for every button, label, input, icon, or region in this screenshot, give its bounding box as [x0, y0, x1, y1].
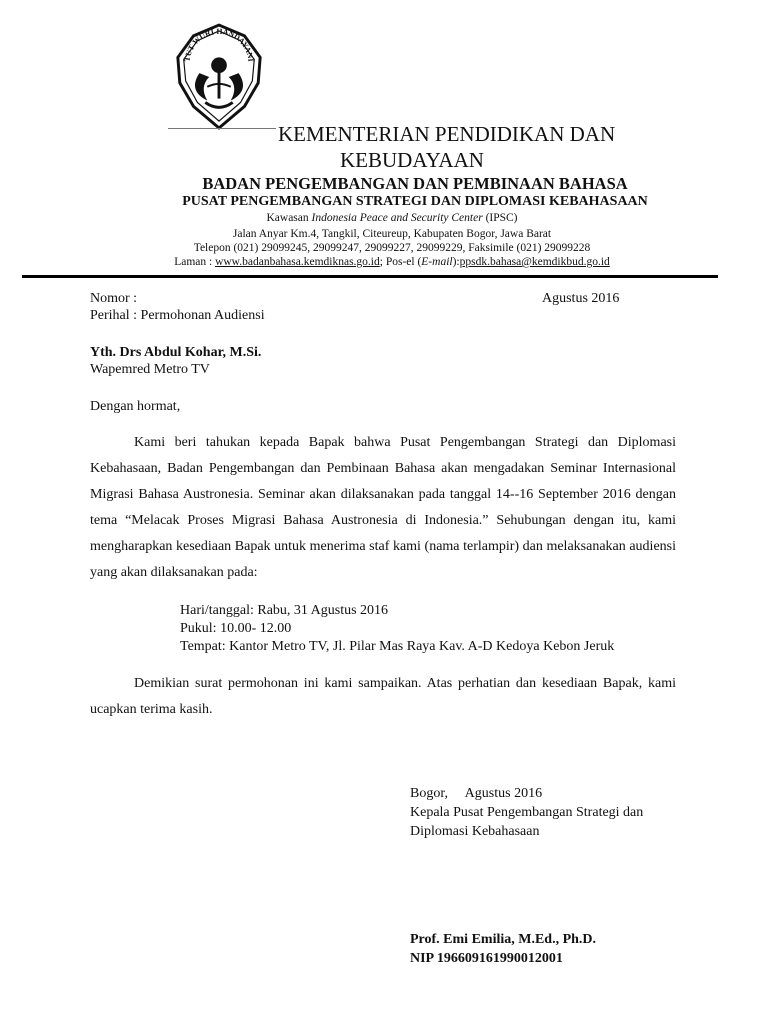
svg-text:TUT WURI HANDAYANI — [183, 27, 256, 62]
recipient-title: Wapemred Metro TV — [90, 362, 210, 377]
recipient-name: Yth. Drs Abdul Kohar, M.Si. — [90, 345, 262, 360]
signatory-name: Prof. Emi Emilia, M.Ed., Ph.D. — [410, 932, 597, 947]
street-line: Jalan Anyar Km.4, Tangkil, Citeureup, Kabupaten Bogor, Jawa Barat — [232, 228, 552, 240]
detail-time: Pukul: 10.00- 12.00 — [180, 621, 292, 636]
body-paragraph-2: Demikian surat permohonan ini kami sampaikan. Atas perhatian dan kesediaan Bapak, kami ucapkan terima kasih. — [90, 676, 676, 717]
phone-line: Telepon (021) 29099245, 29099247, 29099227, 29099229, Faksimile (021) 29099228 — [193, 242, 591, 254]
letter-date: Agustus 2016 — [542, 291, 620, 306]
body-paragraph-1: Kami beri tahukan kepada Bapak bahwa Pusat Pengembangan Strategi dan Diplomasi Kebahasaan, Badan Pengembangan dan Pembinaan Bahasa akan mengadakan Seminar Internasional Migrasi Bahasa Austronesia. Seminar akan dilaksanakan pada tanggal 14--16 September 2016 dengan tema “Melacak Proses Migrasi Bahasa Austronesia di Indonesia.” Sehubungan dengan itu, kami mengharapkan kesediaan Bapak untuk menerima staf kami (nama terlampir) dan melaksanakan audiensi yang akan dilaksanakan pada: — [90, 435, 676, 580]
detail-date: Hari/tanggal: Rabu, 31 Agustus 2016 — [180, 603, 389, 618]
greeting: Dengan hormat, — [90, 399, 181, 414]
center-name: PUSAT PENGEMBANGAN STRATEGI DAN DIPLOMASI KEBAHASAAN — [182, 194, 648, 209]
contact-line: Laman : www.badanbahasa.kemdiknas.go.id; Pos-el (E-mail):ppsdk.bahasa@kemdikbud.go.id — [174, 256, 610, 268]
address-line: Kawasan Indonesia Peace and Security Center (IPSC) — [266, 212, 518, 224]
signature-position: Kepala Pusat Pengembangan Strategi dan — [410, 805, 644, 820]
letterhead-divider — [22, 275, 718, 278]
subject-line: Perihal : Permohonan Audiensi — [90, 308, 265, 323]
ministry-name: KEMENTERIAN PENDIDIKAN DAN — [278, 122, 616, 146]
nomor-field: Nomor : — [90, 291, 138, 306]
signature-place-date: Bogor, Agustus 2016 — [410, 786, 543, 801]
email-link[interactable]: ppsdk.bahasa@kemdikbud.go.id — [459, 256, 610, 268]
signatory-nip: NIP 196609161990012001 — [410, 951, 563, 966]
website-link[interactable]: www.badanbahasa.kemdiknas.go.id — [215, 256, 380, 268]
signature-position-cont: Diplomasi Kebahasaan — [410, 824, 540, 839]
logo-motto: TUT WURI HANDAYANI — [182, 26, 256, 63]
tut-wuri-handayani-logo — [170, 22, 268, 132]
detail-place: Tempat: Kantor Metro TV, Jl. Pilar Mas Raya Kav. A-D Kedoya Kebon Jeruk — [180, 639, 615, 654]
header-rule — [168, 128, 276, 129]
agency-name: BADAN PENGEMBANGAN DAN PEMBINAAN BAHASA — [202, 174, 628, 193]
ministry-name-cont: KEBUDAYAAN — [340, 148, 484, 172]
